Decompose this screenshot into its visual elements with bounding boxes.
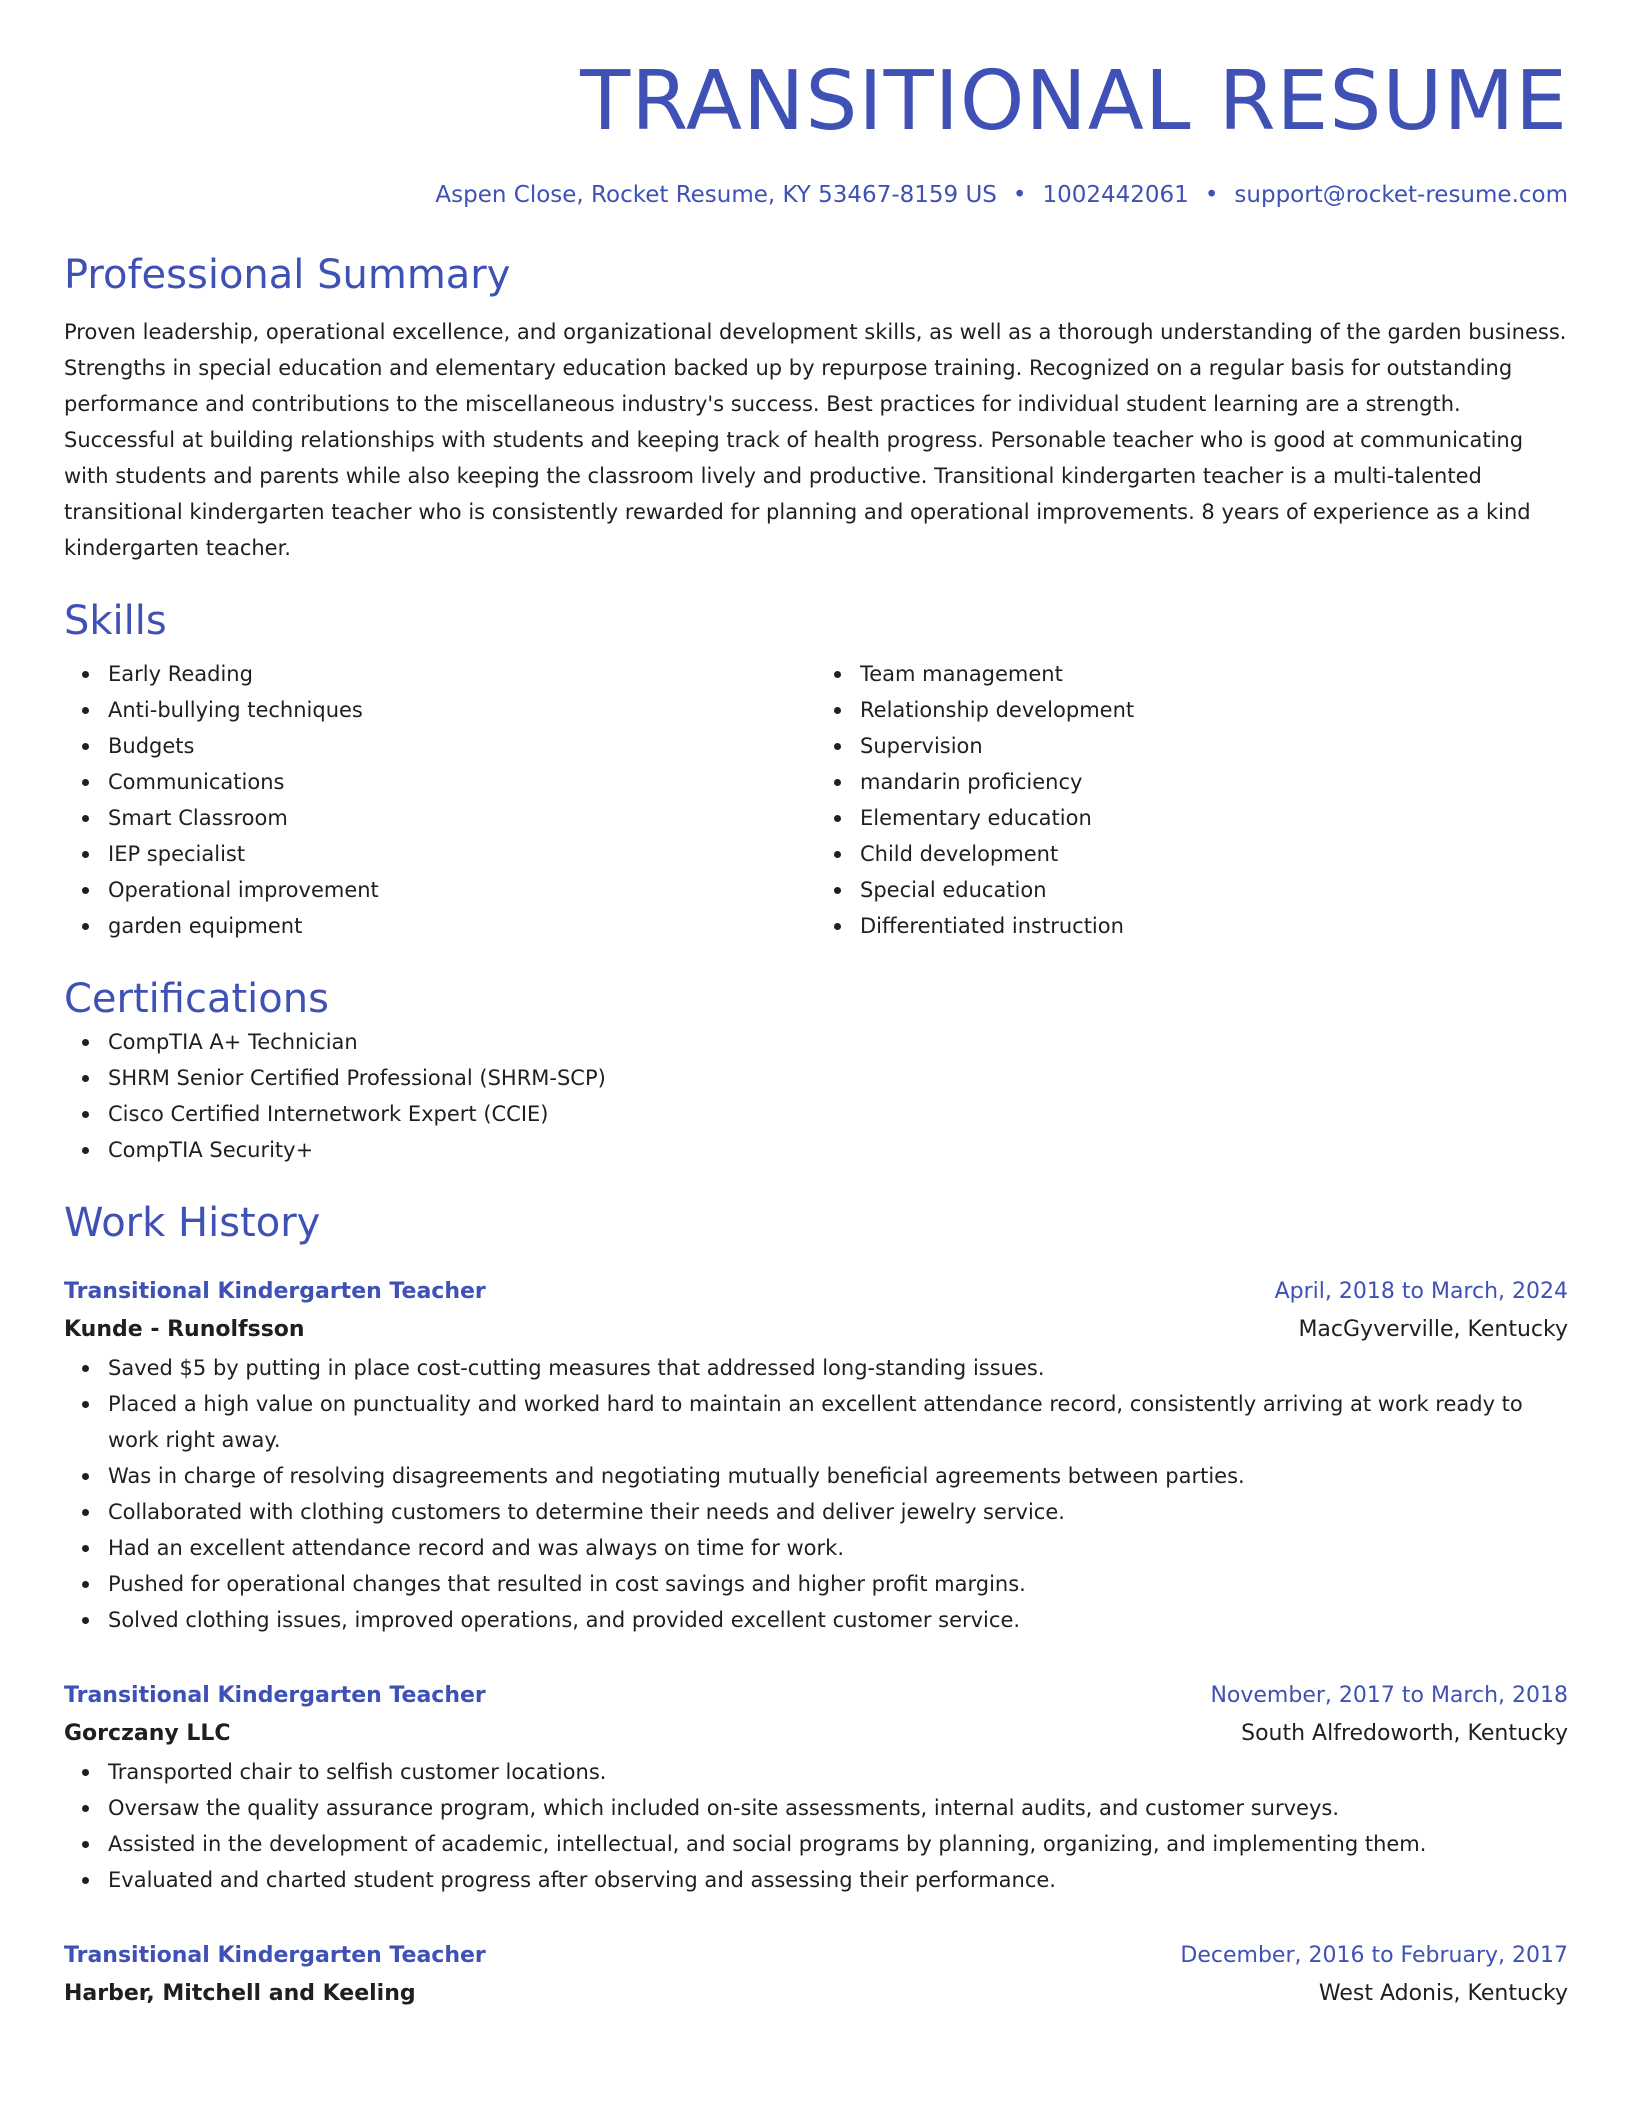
certification-item: CompTIA A+ Technician xyxy=(108,1024,1568,1060)
skill-item: Differentiated instruction xyxy=(860,908,1568,944)
job-duty: Pushed for operational changes that resulted in cost savings and higher profit margins. xyxy=(108,1566,1568,1602)
job-duty: Saved $5 by putting in place cost-cutting measures that addressed long-standing issues. xyxy=(108,1350,1568,1386)
certification-item: Cisco Certified Internetwork Expert (CCIE) xyxy=(108,1096,1568,1132)
job-location: West Adonis, Kentucky xyxy=(1318,1981,1568,2006)
job-duty: Evaluated and charted student progress after observing and assessing their performance. xyxy=(108,1862,1568,1898)
job-dates: December, 2016 to February, 2017 xyxy=(1180,1943,1568,1968)
job-company-row xyxy=(64,1974,1568,2014)
skills-column-left xyxy=(64,656,816,944)
skills-list-left xyxy=(64,656,816,944)
skills-grid xyxy=(64,656,1568,944)
skill-item: Smart Classroom xyxy=(108,800,816,836)
skill-item: IEP specialist xyxy=(108,836,816,872)
certifications-heading: Certifications xyxy=(64,976,329,1022)
job-duty: Oversaw the quality assurance program, which included on-site assessments, internal audits, and customer surveys. xyxy=(108,1790,1568,1826)
certification-item: CompTIA Security+ xyxy=(108,1132,1568,1168)
skills-column-right xyxy=(816,656,1568,944)
skill-item: Budgets xyxy=(108,728,816,764)
job-title: Transitional Kindergarten Teacher xyxy=(64,1943,486,1968)
summary-text: Proven leadership, operational excellence, and organizational development skills, as well as a thorough understanding of the garden business. Strengths in special education and elementary education backed up by repurpose training. Recognized on a regular basis for outstanding performance and contributions to the miscellaneous industry's success. Best practices for individual student learning are a strength. Successful at building relationships with students and keeping track of health progress. Personable teacher who is good at communicating with students and parents while also keeping the classroom lively and productive. Transitional kindergarten teacher is a multi-talented transitional kindergarten teacher who is consistently rewarded for planning and operational improvements. 8 years of experience as a kind kindergarten teacher. xyxy=(64,320,1567,560)
contact-separator: • xyxy=(1204,182,1219,208)
contact-email[interactable]: support@rocket-resume.com xyxy=(1234,182,1568,208)
contact-line xyxy=(64,180,1568,210)
job-company: Gorczany LLC xyxy=(64,1721,231,1746)
job-entry xyxy=(64,1938,1568,2014)
contact-phone: 1002442061 xyxy=(1042,182,1189,208)
job-title: Transitional Kindergarten Teacher xyxy=(64,1279,486,1304)
job-duty: Was in charge of resolving disagreements and negotiating mutually beneficial agreements between parties. xyxy=(108,1458,1568,1494)
certification-item: SHRM Senior Certified Professional (SHRM-SCP) xyxy=(108,1060,1568,1096)
skills-heading: Skills xyxy=(64,598,167,644)
skill-item: Operational improvement xyxy=(108,872,816,908)
job-company-row xyxy=(64,1310,1568,1350)
job-dates: November, 2017 to March, 2018 xyxy=(1210,1683,1568,1708)
skill-item: Supervision xyxy=(860,728,1568,764)
skill-item: Anti-bullying techniques xyxy=(108,692,816,728)
job-title: Transitional Kindergarten Teacher xyxy=(64,1683,486,1708)
skill-item: garden equipment xyxy=(108,908,816,944)
job-title-row xyxy=(64,1938,1568,1974)
job-company: Harber, Mitchell and Keeling xyxy=(64,1981,416,2006)
contact-address: Aspen Close, Rocket Resume, KY 53467-8159 US xyxy=(435,182,997,208)
job-title-row xyxy=(64,1678,1568,1714)
resume-name: TRANSITIONAL RESUME xyxy=(580,54,1568,149)
job-duty: Assisted in the development of academic, intellectual, and social programs by planning, organizing, and implementing them. xyxy=(108,1826,1568,1862)
job-company-row xyxy=(64,1714,1568,1754)
contact-separator: • xyxy=(1012,182,1027,208)
skill-item: Special education xyxy=(860,872,1568,908)
skill-item: Communications xyxy=(108,764,816,800)
skill-item: Team management xyxy=(860,656,1568,692)
job-duty: Placed a high value on punctuality and worked hard to maintain an excellent attendance record, consistently arriving at work ready to work right away. xyxy=(108,1386,1568,1458)
job-entry xyxy=(64,1678,1568,1898)
job-dates: April, 2018 to March, 2024 xyxy=(1274,1279,1568,1304)
certifications-list xyxy=(64,1024,1568,1168)
job-duty: Solved clothing issues, improved operations, and provided excellent customer service. xyxy=(108,1602,1568,1638)
summary-heading: Professional Summary xyxy=(64,252,511,298)
job-duty: Collaborated with clothing customers to determine their needs and deliver jewelry service. xyxy=(108,1494,1568,1530)
skill-item: Relationship development xyxy=(860,692,1568,728)
job-duty: Transported chair to selfish customer locations. xyxy=(108,1754,1568,1790)
job-location: MacGyverville, Kentucky xyxy=(1298,1317,1568,1342)
skill-item: Early Reading xyxy=(108,656,816,692)
work-history-heading: Work History xyxy=(64,1200,321,1246)
skill-item: Elementary education xyxy=(860,800,1568,836)
job-duty: Had an excellent attendance record and was always on time for work. xyxy=(108,1530,1568,1566)
job-company: Kunde - Runolfsson xyxy=(64,1317,305,1342)
skill-item: Child development xyxy=(860,836,1568,872)
job-title-row xyxy=(64,1274,1568,1310)
skill-item: mandarin proficiency xyxy=(860,764,1568,800)
job-entry xyxy=(64,1274,1568,1638)
job-duties-list xyxy=(64,1350,1568,1638)
job-duties-list xyxy=(64,1754,1568,1898)
skills-list-right xyxy=(816,656,1568,944)
job-location: South Alfredoworth, Kentucky xyxy=(1241,1721,1568,1746)
